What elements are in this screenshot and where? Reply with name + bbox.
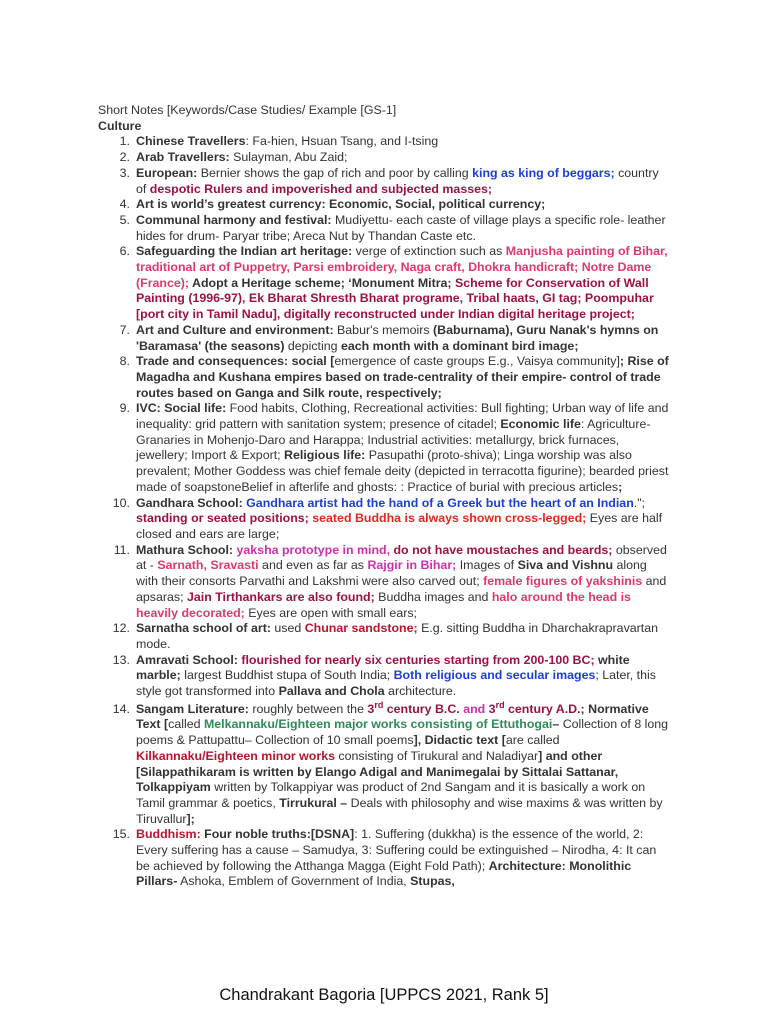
note-text: – [552, 717, 563, 732]
note-text: emergence of caste groups E.g., Vaisya community] [334, 354, 620, 369]
note-text: rd [374, 699, 384, 710]
note-text: : Fa-hien, Hsuan Tsang, and I-tsing [245, 134, 439, 149]
note-text: ; [618, 479, 623, 494]
note-number: 9. [119, 401, 130, 416]
note-text: Kilkannaku/Eighteen minor works [136, 748, 335, 763]
note-text: (Baburnama), Guru Nanak's hymns on 'Baramasa' (the seasons) [136, 322, 659, 353]
note-text: Eyes are half closed and ears are large; [136, 511, 663, 541]
note-item [98, 166, 670, 197]
note-text: Sarnatha school of art: [136, 621, 271, 636]
note-text: Four noble truths:[DSNA] [200, 827, 355, 842]
note-number: 5. [119, 212, 130, 227]
note-item [98, 354, 670, 401]
note-text: Art is world’s greatest currency: Economic, Social, political currency; [136, 197, 546, 212]
note-text: century A.D. [504, 701, 581, 716]
note-text: female figures of yakshinis [483, 574, 643, 589]
note-text: Economic life [500, 417, 581, 432]
notes-body [98, 103, 670, 890]
note-text: Safeguarding the Indian art heritage: [136, 244, 353, 259]
note-text: Manjusha painting of Bihar, traditional art of Puppetry, Parsi embroidery, Naga craft, Dhokra handicraft; Notre Dame (France); [136, 244, 668, 290]
note-text: ; Rise of Magadha and Kushana empires based on trade-centrality of their empire- control of trade routes based on Ganga and Silk route, respectively; [136, 354, 669, 400]
note-text: ; Later, this style got transformed into [136, 668, 656, 699]
note-number: 7. [119, 322, 130, 337]
note-text: Normative Text [ [136, 701, 649, 732]
note-text: Melkannaku/Eighteen major works consisting of Ettuthogai [203, 717, 553, 732]
note-text: Both religious and secular images [393, 668, 596, 683]
note-item [98, 150, 670, 166]
note-item [98, 653, 670, 700]
note-text: Collection of 8 long poems & Pattupattu– Collection of 10 small poems [136, 717, 669, 748]
note-text: Eyes are open with small ears; [244, 605, 417, 620]
note-text: verge of extinction such as [352, 244, 506, 259]
note-text: ], [413, 733, 422, 748]
note-text: seated Buddha is always shown cross-legged; [308, 511, 587, 526]
note-text: Bernier shows the gap of rich and poor by calling [197, 165, 473, 180]
note-text: Scheme for Conservation of Wall Painting (1996-97), Ek Bharat Shresth Bharat programe, Tribal haats, GI tag; Poompuhar [port city in Tamil Nadu], digitally reconstructed under Indian digital heritage project; [136, 275, 654, 322]
note-text: Jain Tirthankars [186, 589, 283, 604]
note-number: 4. [119, 197, 130, 212]
note-text: consisting of Tirukural and Naladiyar [334, 748, 539, 763]
note-text: Chinese Travellers [136, 134, 246, 149]
note-number: 15. [112, 827, 130, 842]
section-heading: Culture [98, 118, 142, 133]
note-text: Gandhara School: [136, 495, 243, 510]
note-text: white marble; [136, 652, 630, 683]
note-text: and even as far as [258, 558, 368, 573]
note-text: Food habits, Clothing, Recreational activities: Bull fighting; Urban way of life and inequality: grid pattern with sanitation system; presence of citadel; [136, 401, 669, 432]
note-text: Stupas, [410, 874, 455, 889]
note-text: 3 [367, 701, 375, 716]
note-text: Arab Travellers: [136, 150, 230, 165]
note-item [98, 496, 670, 543]
note-text: Mudiyettu- each caste of village plays a specific role- leather hides for drum- Paryar tribe; Areca Nut by Thandan Caste etc. [136, 212, 666, 243]
note-text: Pallava and Chola [278, 684, 385, 699]
note-text: rd [495, 699, 505, 710]
note-text: Communal harmony and festival: [136, 212, 332, 227]
note-text: and [459, 701, 489, 716]
note-item [98, 543, 670, 622]
note-text: are also found; [282, 589, 375, 604]
note-text: 3 [488, 701, 496, 716]
note-text: Trade and consequences: social [ [136, 354, 335, 369]
note-text: do not have moustaches and beards; [390, 542, 613, 557]
note-text: European: [136, 165, 198, 180]
note-text: yaksha prototype in mind, [233, 542, 391, 557]
note-text: observed at - [136, 542, 667, 573]
note-text: along with their consorts Parvathi and Lakshmi were also carved out; [136, 558, 647, 589]
note-text: Religious life: [284, 448, 366, 463]
note-text: Mathura School: [136, 542, 234, 557]
note-text: written by Tolkappiyar was product of 2nd Sangam and it is basically a work on Tamil grammar & poetics, [136, 780, 646, 810]
note-item [98, 621, 670, 652]
note-item [98, 827, 670, 890]
note-number: 1. [119, 134, 130, 149]
note-number: 11. [113, 542, 130, 557]
note-text: country of [136, 165, 659, 196]
note-text: Chunar sandstone; [304, 621, 418, 636]
note-text: Sulayman, Abu Zaid; [229, 150, 348, 165]
note-text: century B.C. [383, 701, 460, 716]
note-text: Adopt a Heritage scheme; ‘Monument Mitra; [189, 275, 455, 290]
note-item [98, 244, 670, 323]
note-number: 13. [112, 652, 130, 667]
note-text: Rajgir in Bihar; [367, 558, 457, 573]
note-text: king as king of beggars; [472, 165, 615, 180]
note-number: 3. [119, 165, 130, 180]
note-text: Babur's memoirs [333, 322, 434, 337]
note-item [98, 401, 670, 495]
note-text: depicting [284, 338, 341, 353]
note-text: roughly between the [248, 701, 368, 716]
note-text: : 1. Suffering (dukkha) is the essence of the world, 2: Every suffering has a cause – Samudya, 3: Suffering could be extinguished – Nirodha, 4: It can be achieved by following the Atthanga Magga (Eight Fold Path); [136, 827, 657, 873]
note-item [98, 213, 670, 244]
note-text: despotic Rulers and impoverished and subjected masses; [149, 181, 493, 196]
note-text: standing or seated positions; [136, 511, 309, 526]
note-text: Architecture: Monolithic Pillars- [136, 858, 632, 889]
author-footer: Chandrakant Bagoria [UPPCS 2021, Rank 5] [219, 986, 549, 1004]
note-text: IVC: Social life: [136, 401, 227, 416]
document-title: Short Notes [Keywords/Case Studies/ Example [GS-1] [98, 103, 397, 117]
note-text: Tirrukural – [279, 795, 348, 810]
note-text: Ashoka, Emblem of Government of India, [177, 874, 411, 889]
note-number: 12. [112, 621, 130, 636]
note-text: and apsaras; [136, 574, 667, 604]
note-item [98, 197, 670, 213]
note-text: Buddha images and [374, 589, 492, 604]
note-text: flourished for nearly six centuries starting from 200-100 BC; [237, 652, 595, 667]
note-number: 6. [119, 244, 130, 259]
note-text: ]; [186, 811, 195, 826]
note-text: Pasupathi (proto-shiva); Linga worship was also prevalent; Mother Goddess was chief female deity (depicted in terracotta figurine); bearded priest made of soapstoneBelief in afterlife and ghosts: : Practice of burial with precious articles [136, 448, 669, 494]
note-number: 10. [112, 495, 130, 510]
note-item [98, 323, 670, 354]
note-text: Sangam Literature: [136, 701, 249, 716]
note-text: ."; [633, 495, 646, 510]
note-text: Art and Culture and environment: [136, 322, 334, 337]
note-item [98, 699, 670, 828]
note-number: 2. [119, 150, 130, 165]
note-text: largest Buddhist stupa of South India; [180, 668, 394, 683]
note-text: Gandhara artist had the hand of a Greek but the heart of an Indian [242, 495, 634, 510]
note-text: Deals with philosophy and wise maxims & was written by Tiruvallur [136, 795, 663, 826]
note-text: are called [505, 733, 560, 748]
note-text: Images of [456, 558, 518, 573]
note-number: 8. [119, 354, 130, 369]
note-text: Amravati School: [136, 652, 238, 667]
note-item [98, 134, 670, 150]
note-text: Buddhism: [136, 827, 201, 842]
note-text: ; [580, 701, 585, 716]
note-text: Sarnath, Sravasti [157, 558, 259, 573]
note-text: halo around the head is heavily decorated; [136, 589, 631, 620]
note-text: used [270, 621, 305, 636]
note-text: E.g. sitting Buddha in Dharchakrapravartan mode. [136, 621, 659, 651]
note-text: Siva and Vishnu [517, 558, 614, 573]
note-text: each month with a dominant bird image; [340, 338, 579, 353]
note-text: : Agriculture- Granaries in Mohenjo-Daro and Harappa; Industrial activities: metallurgy, brick furnaces, jewellery; Import & Export; [136, 417, 651, 463]
notes-list [98, 134, 670, 890]
note-number: 14. [112, 701, 130, 716]
note-text: architecture. [384, 684, 457, 699]
note-text: called [168, 717, 204, 732]
note-text: ] and other [Silappathikaram is written by Elango Adigal and Manimegalai by Sittalai Sattanar, Tolkappiyam [136, 748, 619, 795]
note-text: Didactic text [ [421, 733, 506, 748]
